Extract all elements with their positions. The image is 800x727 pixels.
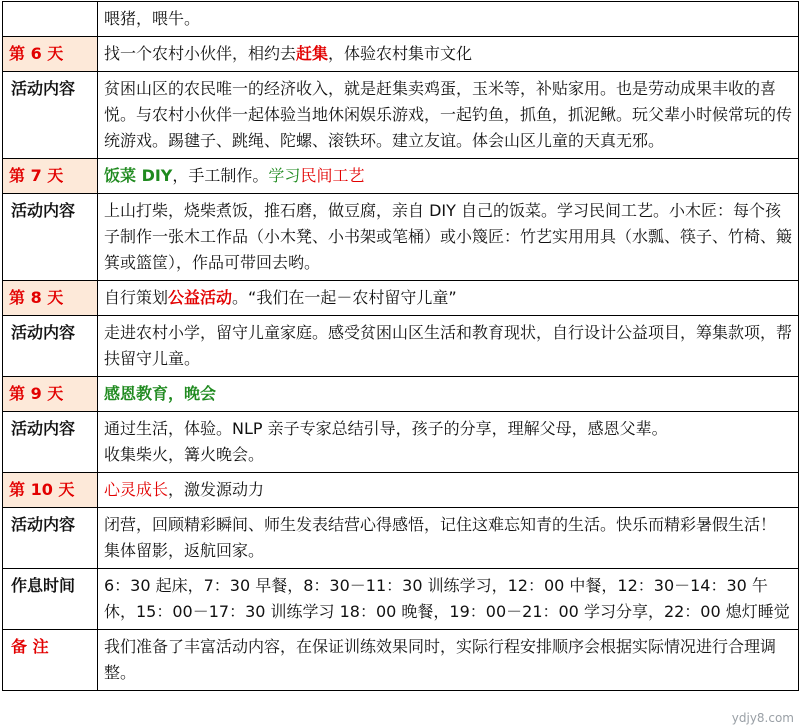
content-line: 通过生活，体验。NLP 亲子专家总结引导，孩子的分享，理解父母，感恩父辈。	[104, 419, 668, 438]
content-row	[3, 508, 799, 569]
content-label: 活动内容	[3, 194, 98, 281]
day-title-highlight: 心灵成长	[104, 480, 169, 499]
day-title-highlight: 感恩教育，晚会	[104, 384, 217, 403]
day-title-highlight: 公益活动	[168, 288, 233, 307]
note-row	[3, 630, 799, 691]
note-content: 我们准备了丰富活动内容，在保证训练效果同时，实际行程安排顺序会根据实际情况进行合理调整。	[98, 630, 799, 691]
day-title-text: ，手工制作。	[172, 166, 269, 185]
content-label: 活动内容	[3, 72, 98, 159]
content-row	[3, 316, 799, 377]
day-title	[98, 159, 799, 194]
day-title-text: ，激发源动力	[168, 480, 265, 499]
content-line: 闭营，回顾精彩瞬间、师生发表结营心得感悟，记住这难忘知青的生活。快乐而精彩暑假生活！	[104, 515, 777, 534]
content-cell	[98, 412, 799, 473]
day-label: 第 7 天	[3, 159, 98, 194]
table-row	[3, 2, 799, 37]
day-title	[98, 37, 799, 72]
content-row	[3, 412, 799, 473]
content-line: 集体留影，返航回家。	[104, 541, 265, 560]
content-cell: 走进农村小学，留守儿童家庭。感受贫困山区生活和教育现状，自行设计公益项目，筹集款项，帮扶留守儿童。	[98, 316, 799, 377]
day-title-text: 找一个农村小伙伴，相约去	[104, 44, 297, 63]
label-cell	[3, 2, 98, 37]
note-label: 备 注	[3, 630, 98, 691]
day-title-highlight: 赶集	[296, 44, 329, 63]
schedule-content: 6：30 起床，7：30 早餐，8：30－11：30 训练学习，12：00 中餐，12：30－14：30 午休，15：00－17：30 训练学习 18：00 晚餐，19：00－21：00 学习分享，22：00 熄灯睡觉	[98, 569, 799, 630]
day-title-text: 。“我们在一起－农村留守儿童”	[232, 288, 457, 307]
day-title-text: 自行策划	[104, 288, 169, 307]
day-title	[98, 473, 799, 508]
content-label: 活动内容	[3, 412, 98, 473]
day-label: 第 10 天	[3, 473, 98, 508]
day-row	[3, 473, 799, 508]
content-cell: 上山打柴，烧柴煮饭，推石磨，做豆腐，亲自 DIY 自己的饭菜。学习民间工艺。小木匠：每个孩子制作一张木工作品（小木凳、小书架或笔桶）或小篾匠：竹艺实用用具（水瓢、筷子、竹椅、簸箕或篮筐），作品可带回去哟。	[98, 194, 799, 281]
content-cell	[98, 508, 799, 569]
content-line: 收集柴火，篝火晚会。	[104, 445, 265, 464]
day-label: 第 8 天	[3, 281, 98, 316]
schedule-row	[3, 569, 799, 630]
day-title-text: ，体验农村集市文化	[328, 44, 473, 63]
content-row	[3, 194, 799, 281]
day-title	[98, 377, 799, 412]
content-label: 活动内容	[3, 508, 98, 569]
day-row	[3, 159, 799, 194]
day-row	[3, 377, 799, 412]
itinerary-table	[2, 1, 799, 691]
content-label: 活动内容	[3, 316, 98, 377]
content-cell: 喂猪，喂牛。	[98, 2, 799, 37]
day-title-text: 学习	[268, 166, 301, 185]
day-row	[3, 281, 799, 316]
watermark: ydjy8.com	[731, 711, 794, 725]
day-title	[98, 281, 799, 316]
content-row	[3, 72, 799, 159]
day-label: 第 6 天	[3, 37, 98, 72]
day-title-highlight: 饭菜 DIY	[104, 166, 173, 185]
day-title-highlight: 民间工艺	[300, 166, 365, 185]
content-cell: 贫困山区的农民唯一的经济收入，就是赶集卖鸡蛋，玉米等，补贴家用。也是劳动成果丰收的喜悦。与农村小伙伴一起体验当地休闲娱乐游戏，一起钓鱼，抓鱼，抓泥鳅。玩父辈小时候常玩的传统游戏。踢毽子、跳绳、陀螺、滚铁环。建立友谊。体会山区儿童的天真无邪。	[98, 72, 799, 159]
day-row	[3, 37, 799, 72]
schedule-label: 作息时间	[3, 569, 98, 630]
day-label: 第 9 天	[3, 377, 98, 412]
